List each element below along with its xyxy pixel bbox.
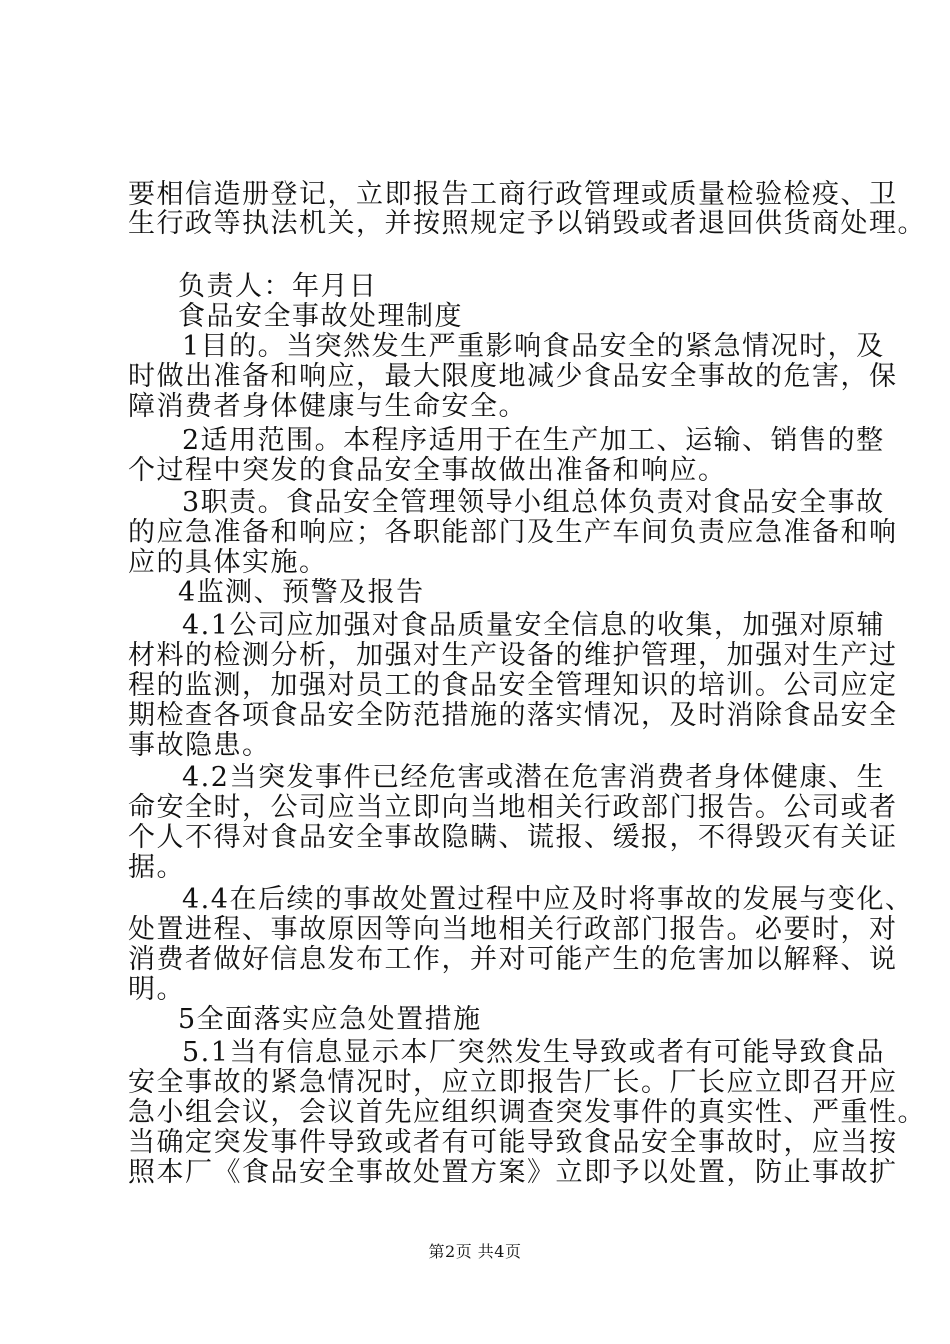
- text-line: 事故隐患。: [128, 730, 271, 761]
- text-line: 处置进程、事故原因等向当地相关行政部门报告。必要时，对: [128, 914, 898, 945]
- text-line: 命安全时，公司应当立即向当地相关行政部门报告。公司或者: [128, 792, 898, 823]
- text-line: 要相信造册登记，立即报告工商行政管理或质量检验检疫、卫: [128, 179, 898, 210]
- text-line: 的应急准备和响应；各职能部门及生产车间负责应急准备和响: [128, 517, 898, 548]
- text-line: 个人不得对食品安全事故隐瞒、谎报、缓报，不得毁灭有关证: [128, 822, 898, 853]
- text-line: 4.4在后续的事故处置过程中应及时将事故的发展与变化、: [182, 884, 914, 915]
- text-line: 据。: [128, 852, 185, 883]
- text-line: 4.1公司应加强对食品质量安全信息的收集，加强对原辅: [182, 610, 885, 641]
- text-line: 期检查各项食品安全防范措施的落实情况，及时消除食品安全: [128, 700, 898, 731]
- text-line: 照本厂《食品安全事故处置方案》立即予以处置，防止事故扩: [128, 1157, 898, 1188]
- text-line: 安全事故的紧急情况时，应立即报告厂长。厂长应立即召开应: [128, 1067, 898, 1098]
- section-heading: 5全面落实应急处置措施: [178, 1004, 482, 1035]
- text-line: 1目的。当突然发生严重影响食品安全的紧急情况时，及: [182, 331, 885, 362]
- text-line: 个过程中突发的食品安全事故做出准备和响应。: [128, 455, 727, 486]
- text-line: 应的具体实施。: [128, 547, 328, 578]
- text-line: 当确定突发事件导致或者有可能导致食品安全事故时，应当按: [128, 1127, 898, 1158]
- text-line: 5.1当有信息显示本厂突然发生导致或者有可能导致食品: [182, 1037, 885, 1068]
- text-line: 明。: [128, 974, 185, 1005]
- section-heading: 4监测、预警及报告: [178, 577, 425, 608]
- text-line: 3职责。食品安全管理领导小组总体负责对食品安全事故: [182, 487, 885, 518]
- section-title: 食品安全事故处理制度: [178, 301, 463, 332]
- text-line: 障消费者身体健康与生命安全。: [128, 391, 527, 422]
- page-number-footer: 第2页 共4页: [428, 1242, 522, 1261]
- text-line: 程的监测，加强对员工的食品安全管理知识的培训。公司应定: [128, 670, 898, 701]
- text-line: 材料的检测分析，加强对生产设备的维护管理，加强对生产过: [128, 640, 898, 671]
- text-line: 消费者做好信息发布工作，并对可能产生的危害加以解释、说: [128, 944, 898, 975]
- text-line: 4.2当突发事件已经危害或潜在危害消费者身体健康、生: [182, 762, 885, 793]
- text-line: 急小组会议，会议首先应组织调查突发事件的真实性、严重性。: [128, 1097, 926, 1128]
- signature-line: 负责人：年月日: [178, 271, 378, 302]
- text-line: 生行政等执法机关，并按照规定予以销毁或者退回供货商处理。: [128, 208, 926, 239]
- text-line: 2适用范围。本程序适用于在生产加工、运输、销售的整: [182, 425, 885, 456]
- text-line: 时做出准备和响应，最大限度地减少食品安全事故的危害，保: [128, 361, 898, 392]
